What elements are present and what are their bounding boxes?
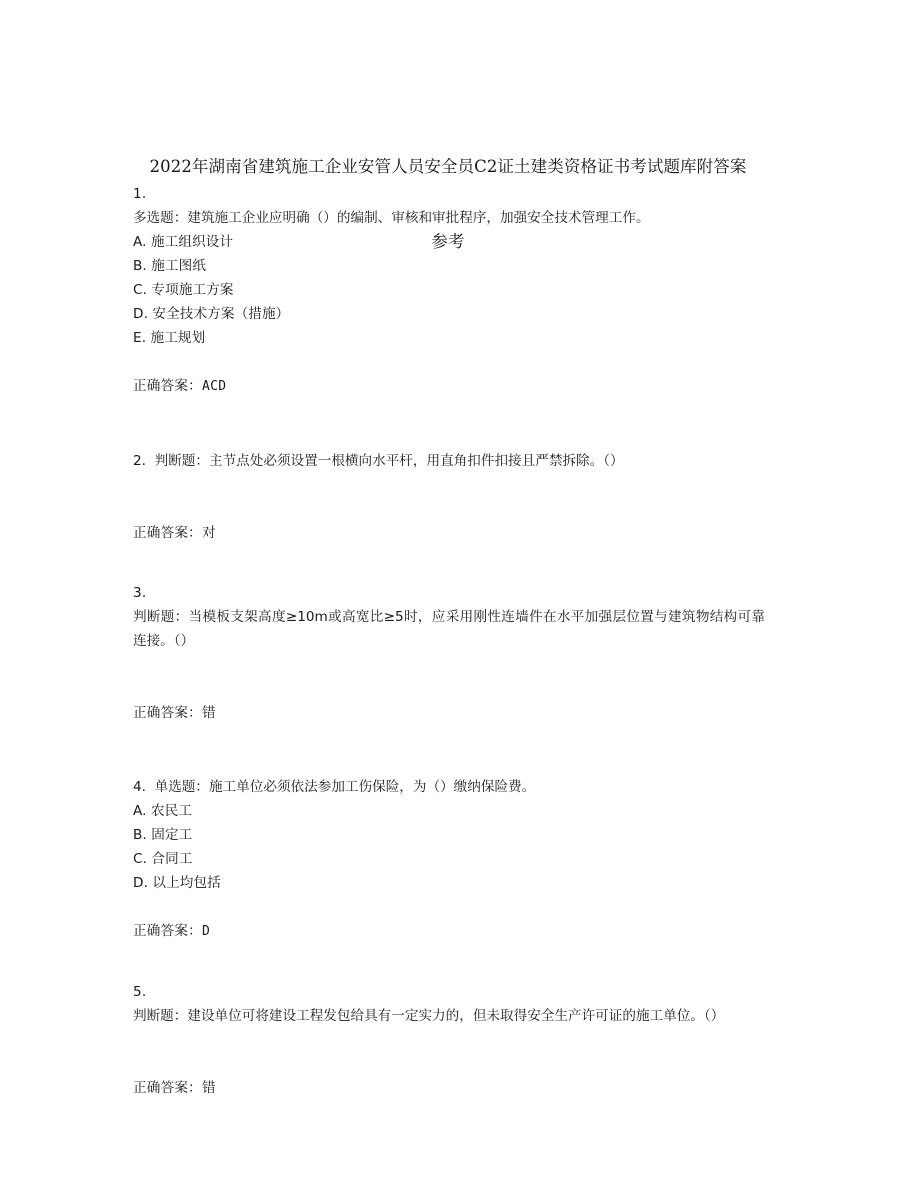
question-stem: 判断题：建设单位可将建设工程发包给具有一定实力的，但未取得安全生产许可证的施工单位。（） [133,1008,725,1024]
question-option[interactable]: D. 安全技术方案（措施） [133,306,290,322]
question-stem: 4. 单选题：施工单位必须依法参加工伤保险，为（）缴纳保险费。 [133,779,536,795]
block-spacer [133,725,765,775]
page-title-line-1: 2022年湖南省建筑施工企业安管人员安全员C2证土建类资格证书考试题库附答案 [149,157,747,176]
question-option[interactable]: C. 专项施工方案 [133,282,234,298]
question-stem: 多选题：建筑施工企业应明确（）的编制、审核和审批程序，加强安全技术管理工作。 [133,210,650,226]
correct-answer-label: 正确答案： [133,705,202,721]
correct-answer [133,1076,765,1100]
question-option[interactable]: C. 合同工 [133,851,193,867]
block-spacer [133,545,765,581]
block-spacer [133,944,765,980]
question-number: 5. [133,984,147,1000]
correct-answer-label: 正确答案： [133,378,202,394]
correct-answer [133,919,765,944]
question-block [133,775,765,944]
question-option[interactable]: B. 施工图纸 [133,258,207,274]
correct-answer-value: 错 [201,1080,216,1096]
question-option[interactable]: E. 施工规划 [133,330,206,346]
spacer [133,895,765,919]
question-list [133,182,765,1100]
question-number: 1. [133,186,147,202]
spacer [133,653,765,701]
block-spacer [133,399,765,449]
correct-answer [133,521,765,545]
question-option[interactable]: A. 农民工 [133,803,193,819]
correct-answer-label: 正确答案： [133,525,202,541]
correct-answer-value: 错 [201,705,216,721]
question-block [133,449,765,545]
question-block [133,182,765,399]
question-stem: 2. 判断题：主节点处必须设置一根横向水平杆，用直角扣件扣接且严禁拆除。（） [133,453,624,469]
correct-answer-value: 对 [201,525,216,541]
question-number: 3. [133,585,147,601]
page-title-line-2: 参考 [431,232,465,251]
correct-answer-value: D [201,924,211,939]
correct-answer [133,701,765,725]
question-option[interactable]: A. 施工组织设计 [133,234,234,250]
question-stem: 判断题：当模板支架高度≥10m或高宽比≥5时，应采用刚性连墙件在水平加强层位置与建筑物结构可靠连接。（） [133,609,765,649]
correct-answer [133,374,765,399]
correct-answer-value: ACD [201,379,227,394]
spacer [133,350,765,374]
correct-answer-label: 正确答案： [133,923,202,939]
correct-answer-label: 正确答案： [133,1080,202,1096]
question-block [133,581,765,725]
question-block [133,980,765,1100]
spacer [133,473,765,521]
question-option[interactable]: B. 固定工 [133,827,193,843]
spacer [133,1028,765,1076]
question-option[interactable]: D. 以上均包括 [133,875,221,891]
